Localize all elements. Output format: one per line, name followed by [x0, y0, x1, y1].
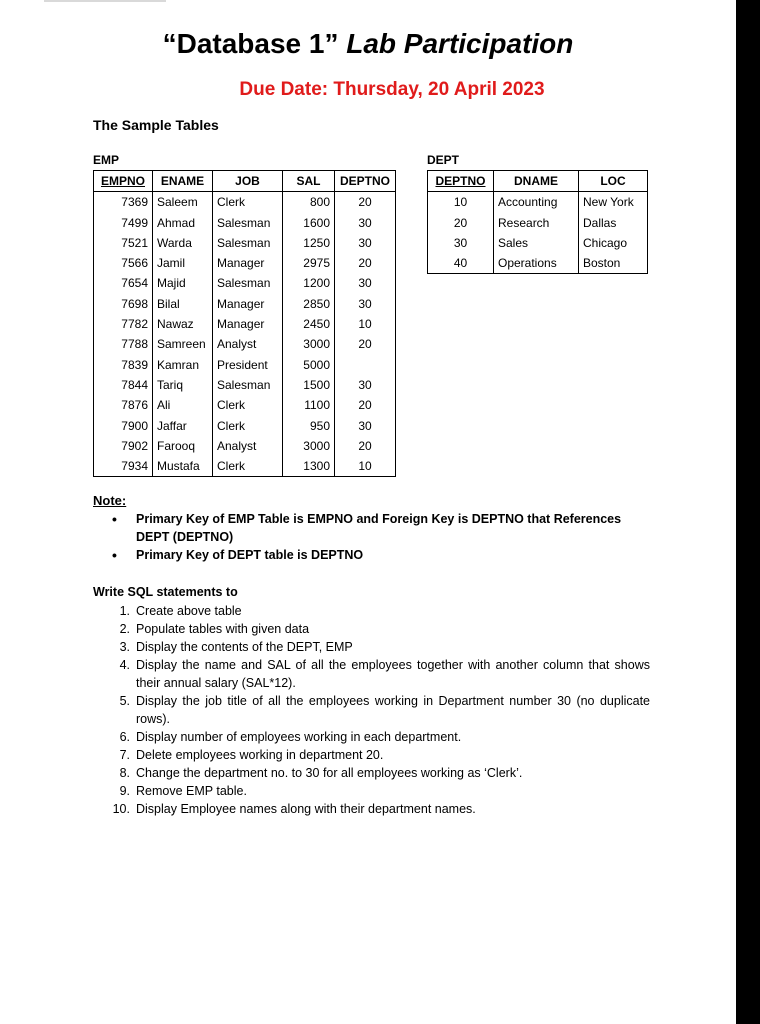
- task-number: 8.: [119, 766, 130, 780]
- task-text: Display the job title of all the employees working in Department number 30 (no duplicate rows).: [136, 694, 650, 726]
- emp-cell-sal: 2975: [283, 253, 335, 273]
- dept-row: [428, 192, 648, 213]
- task-text: Display Employee names along with their department names.: [136, 802, 476, 816]
- dept-cell-dname: Accounting: [494, 192, 579, 213]
- dept-cell-loc: New York: [579, 192, 648, 213]
- emp-cell-deptno: 30: [335, 273, 396, 293]
- emp-cell-empno: 7369: [94, 192, 153, 213]
- emp-cell-job: Clerk: [213, 395, 283, 415]
- emp-cell-empno: 7934: [94, 456, 153, 477]
- emp-cell-ename: Mustafa: [153, 456, 213, 477]
- emp-cell-ename: Majid: [153, 273, 213, 293]
- emp-row: [94, 213, 396, 233]
- emp-cell-deptno: 30: [335, 233, 396, 253]
- dept-cell-dname: Sales: [494, 233, 579, 253]
- dept-cell-deptno: 10: [428, 192, 494, 213]
- tasks-heading: Write SQL statements to: [93, 585, 238, 599]
- task-number: 7.: [119, 748, 130, 762]
- emp-cell-job: Manager: [213, 253, 283, 273]
- emp-row: [94, 314, 396, 334]
- emp-col-ename: ENAME: [153, 171, 213, 192]
- task-item: [110, 620, 650, 638]
- emp-cell-ename: Farooq: [153, 436, 213, 456]
- emp-cell-sal: 1300: [283, 456, 335, 477]
- task-item: [110, 746, 650, 764]
- emp-row: [94, 233, 396, 253]
- emp-cell-empno: 7782: [94, 314, 153, 334]
- emp-cell-deptno: 20: [335, 334, 396, 354]
- note-list: [112, 510, 652, 564]
- emp-cell-sal: 3000: [283, 436, 335, 456]
- emp-col-job: JOB: [213, 171, 283, 192]
- emp-cell-empno: 7900: [94, 416, 153, 436]
- dept-cell-loc: Dallas: [579, 213, 648, 233]
- emp-table: [93, 170, 396, 477]
- dept-row: [428, 253, 648, 274]
- task-item: [110, 764, 650, 782]
- task-item: [110, 692, 650, 728]
- task-item: [110, 782, 650, 800]
- note-heading: Note:: [93, 493, 127, 508]
- task-text: Display the name and SAL of all the employees together with another column that shows their annual salary (SAL*12).: [136, 658, 650, 690]
- task-item: [110, 638, 650, 656]
- emp-cell-job: Manager: [213, 294, 283, 314]
- emp-row: [94, 416, 396, 436]
- emp-cell-empno: 7902: [94, 436, 153, 456]
- emp-cell-sal: 1200: [283, 273, 335, 293]
- emp-cell-empno: 7521: [94, 233, 153, 253]
- dept-cell-loc: Boston: [579, 253, 648, 274]
- emp-cell-sal: 3000: [283, 334, 335, 354]
- dept-table: [427, 170, 648, 274]
- task-number: 10.: [112, 802, 130, 816]
- emp-cell-ename: Ahmad: [153, 213, 213, 233]
- dept-cell-dname: Operations: [494, 253, 579, 274]
- emp-col-sal: SAL: [283, 171, 335, 192]
- emp-cell-sal: 1500: [283, 375, 335, 395]
- emp-cell-empno: 7788: [94, 334, 153, 354]
- emp-cell-job: Salesman: [213, 273, 283, 293]
- emp-cell-ename: Kamran: [153, 355, 213, 375]
- title-plain: “Database 1”: [162, 28, 347, 59]
- task-item: [110, 728, 650, 746]
- note-item: • Primary Key of EMP Table is EMPNO and Foreign Key is DEPTNO that References DEPT (DEPTNO): [112, 510, 652, 546]
- emp-cell-deptno: 10: [335, 314, 396, 334]
- emp-cell-sal: 2450: [283, 314, 335, 334]
- emp-cell-sal: 950: [283, 416, 335, 436]
- emp-cell-deptno: 10: [335, 456, 396, 477]
- emp-cell-job: President: [213, 355, 283, 375]
- emp-cell-sal: 1250: [283, 233, 335, 253]
- dept-row: [428, 233, 648, 253]
- task-text: Display the contents of the DEPT, EMP: [136, 640, 353, 654]
- page-title: [0, 28, 736, 60]
- task-number: 1.: [119, 604, 130, 618]
- emp-cell-empno: 7499: [94, 213, 153, 233]
- top-edge-bar: [44, 0, 166, 2]
- task-text: Create above table: [136, 604, 242, 618]
- emp-row: [94, 334, 396, 354]
- emp-cell-job: Clerk: [213, 192, 283, 213]
- section-heading: The Sample Tables: [93, 117, 219, 133]
- emp-row: [94, 273, 396, 293]
- emp-cell-ename: Nawaz: [153, 314, 213, 334]
- dept-cell-deptno: 30: [428, 233, 494, 253]
- dept-cell-deptno: 40: [428, 253, 494, 274]
- emp-cell-deptno: 30: [335, 294, 396, 314]
- emp-cell-empno: 7566: [94, 253, 153, 273]
- emp-cell-ename: Warda: [153, 233, 213, 253]
- emp-cell-deptno: 20: [335, 395, 396, 415]
- dept-cell-dname: Research: [494, 213, 579, 233]
- emp-row: [94, 395, 396, 415]
- task-item: [110, 602, 650, 620]
- emp-row: [94, 192, 396, 213]
- emp-cell-job: Manager: [213, 314, 283, 334]
- emp-cell-empno: 7654: [94, 273, 153, 293]
- tasks-list: [110, 602, 650, 818]
- emp-cell-empno: 7698: [94, 294, 153, 314]
- emp-cell-ename: Samreen: [153, 334, 213, 354]
- emp-cell-empno: 7844: [94, 375, 153, 395]
- task-number: 3.: [119, 640, 130, 654]
- dept-row: [428, 213, 648, 233]
- emp-cell-deptno: 20: [335, 192, 396, 213]
- emp-cell-job: Salesman: [213, 375, 283, 395]
- emp-cell-job: Salesman: [213, 233, 283, 253]
- emp-cell-sal: 1600: [283, 213, 335, 233]
- task-text: Display number of employees working in each department.: [136, 730, 462, 744]
- emp-cell-ename: Jamil: [153, 253, 213, 273]
- emp-row: [94, 294, 396, 314]
- emp-cell-job: Clerk: [213, 416, 283, 436]
- due-date: Due Date: Thursday, 20 April 2023: [239, 79, 545, 100]
- emp-cell-sal: 5000: [283, 355, 335, 375]
- task-number: 5.: [119, 694, 130, 708]
- emp-cell-deptno: 20: [335, 253, 396, 273]
- dept-col-loc: LOC: [579, 171, 648, 192]
- dept-table-label: DEPT: [427, 153, 460, 167]
- dept-header-row: [428, 171, 648, 192]
- emp-col-empno: EMPNO: [94, 171, 153, 192]
- emp-header-row: [94, 171, 396, 192]
- task-number: 4.: [119, 658, 130, 672]
- emp-cell-job: Analyst: [213, 334, 283, 354]
- dept-table-body: [428, 192, 648, 274]
- task-item: [110, 800, 650, 818]
- emp-cell-ename: Ali: [153, 395, 213, 415]
- dept-cell-loc: Chicago: [579, 233, 648, 253]
- emp-cell-ename: Bilal: [153, 294, 213, 314]
- emp-cell-deptno: 30: [335, 416, 396, 436]
- task-number: 9.: [119, 784, 130, 798]
- emp-cell-ename: Jaffar: [153, 416, 213, 436]
- emp-cell-job: Clerk: [213, 456, 283, 477]
- dept-cell-deptno: 20: [428, 213, 494, 233]
- emp-cell-empno: 7876: [94, 395, 153, 415]
- emp-cell-deptno: 20: [335, 436, 396, 456]
- emp-table-body: [94, 192, 396, 477]
- note-item: • Primary Key of DEPT table is DEPTNO: [112, 546, 652, 564]
- task-text: Remove EMP table.: [136, 784, 247, 798]
- emp-cell-sal: 1100: [283, 395, 335, 415]
- emp-cell-job: Analyst: [213, 436, 283, 456]
- title-italic: Lab Participation: [346, 28, 574, 59]
- emp-row: [94, 355, 396, 375]
- task-number: 2.: [119, 622, 130, 636]
- emp-cell-deptno: 30: [335, 375, 396, 395]
- emp-col-deptno: DEPTNO: [335, 171, 396, 192]
- emp-cell-job: Salesman: [213, 213, 283, 233]
- emp-cell-ename: Tariq: [153, 375, 213, 395]
- emp-cell-sal: 800: [283, 192, 335, 213]
- emp-row: [94, 375, 396, 395]
- emp-row: [94, 253, 396, 273]
- task-text: Populate tables with given data: [136, 622, 310, 636]
- dept-col-dname: DNAME: [494, 171, 579, 192]
- emp-row: [94, 436, 396, 456]
- task-number: 6.: [119, 730, 130, 744]
- emp-cell-empno: 7839: [94, 355, 153, 375]
- dept-col-deptno: DEPTNO: [428, 171, 494, 192]
- emp-cell-deptno: 30: [335, 213, 396, 233]
- task-text: Change the department no. to 30 for all employees working as ‘Clerk’.: [136, 766, 523, 780]
- emp-row: [94, 456, 396, 477]
- emp-table-label: EMP: [93, 153, 120, 167]
- emp-cell-deptno: [335, 355, 396, 375]
- emp-cell-ename: Saleem: [153, 192, 213, 213]
- task-item: [110, 656, 650, 692]
- emp-cell-sal: 2850: [283, 294, 335, 314]
- task-text: Delete employees working in department 20.: [136, 748, 384, 762]
